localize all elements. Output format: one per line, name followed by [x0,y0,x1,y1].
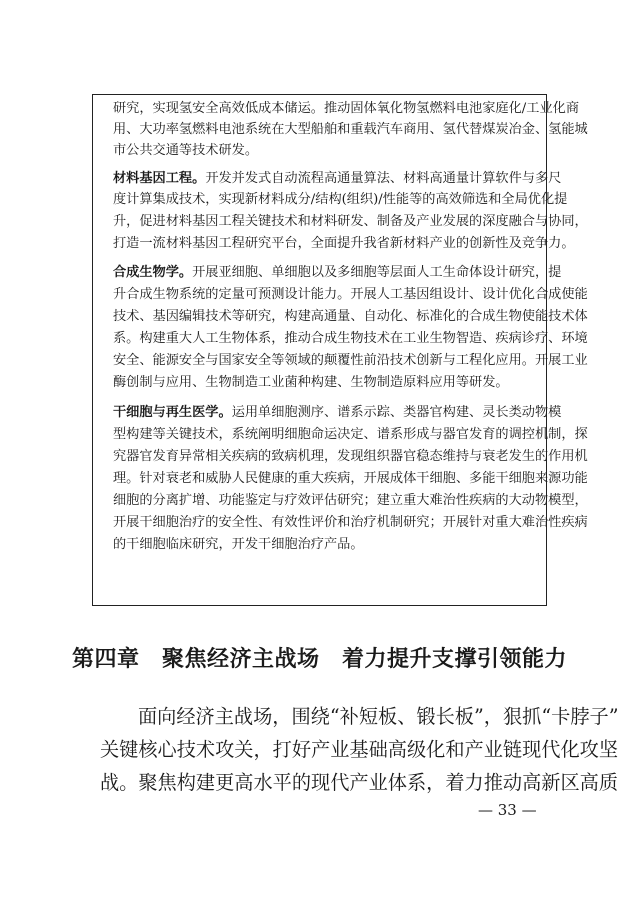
box-line: 系。构建重大人工生物体系，推动合成生物技术在工业生物智造、疾病诊疗、环境 [113,331,588,346]
body-line: 面向经济主战场，围绕“补短板、锻长板”，狠抓“卡脖子” [138,705,619,728]
body-line: 关键核心技术攻关，打好产业基础高级化和产业链现代化攻坚 [100,738,619,761]
box-line: 开发并发式自动流程高通量算法、材料高通量计算软件与多尺 [205,171,562,186]
box-line: 开展亚细胞、单细胞以及多细胞等层面人工生命体设计研究，提 [192,265,562,280]
box-line: 运用单细胞测序、谱系示踪、类器官构建、灵长类动物模 [231,405,562,420]
box-paragraph-materials [113,170,562,188]
box-line: 型构建等关键技术，系统阐明细胞命运决定、谱系形成与器官发育的调控机制，探 [113,427,588,442]
page-number: — 33 — [478,801,537,819]
heading-stemcell: 干细胞与再生医学。 [113,405,232,420]
heading-materials: 材料基因工程。 [113,171,206,186]
box-line: 升，促进材料基因工程关键技术和材料研发、制备及产业发展的深度融合与协同， [113,214,588,229]
box-line: 技术、基因编辑技术等研究，构建高通量、自动化、标准化的合成生物使能技术体 [113,309,588,324]
chapter-title: 第四章 聚焦经济主战场 着力提升支撑引领能力 [71,646,567,672]
box-line: 理。针对衰老和威胁人民健康的重大疾病，开展成体干细胞、多能干细胞来源功能 [113,471,588,486]
box-line: 度计算集成技术，实现新材料成分/结构(组织)/性能等的高效筛选和全局优化提 [113,192,568,207]
body-line: 战。聚焦构建更高水平的现代产业体系，着力推动高新区高质 [100,771,619,794]
box-line: 升合成生物系统的定量可预测设计能力。开展人工基因组设计、设计优化合成使能 [113,287,588,302]
box-line: 市公共交通等技术研发。 [113,143,259,158]
box-line: 用、大功率氢燃料电池系统在大型船舶和重载汽车商用、氢代替煤炭冶金、氢能城 [113,122,588,137]
box-paragraph-synbio [113,264,562,282]
box-line: 打造一流材料基因工程研究平台，全面提升我省新材料产业的创新性及竞争力。 [113,236,575,251]
box-line: 的干细胞临床研究，开发干细胞治疗产品。 [113,537,364,552]
box-line: 研究，实现氢安全高效低成本储运。推动固体氧化物氢燃料电池家庭化/工业化商 [113,101,580,116]
box-paragraph-stemcell [113,404,562,422]
box-line: 酶创制与应用、生物制造工业菌种构建、生物制造原料应用等研发。 [113,375,509,390]
heading-synbio: 合成生物学。 [113,265,193,280]
box-line: 开展干细胞治疗的安全性、有效性评价和治疗机制研究；开展针对重大难治性疾病 [113,515,588,530]
box-line: 安全、能源安全与国家安全等领域的颠覆性前沿技术创新与工程化应用。开展工业 [113,353,588,368]
box-line: 细胞的分离扩增、功能鉴定与疗效评估研究；建立重大难治性疾病的大动物模型， [113,493,588,508]
box-line: 究器官发育异常相关疾病的致病机理，发现组织器官稳态维持与衰老发生的作用机 [113,449,588,464]
